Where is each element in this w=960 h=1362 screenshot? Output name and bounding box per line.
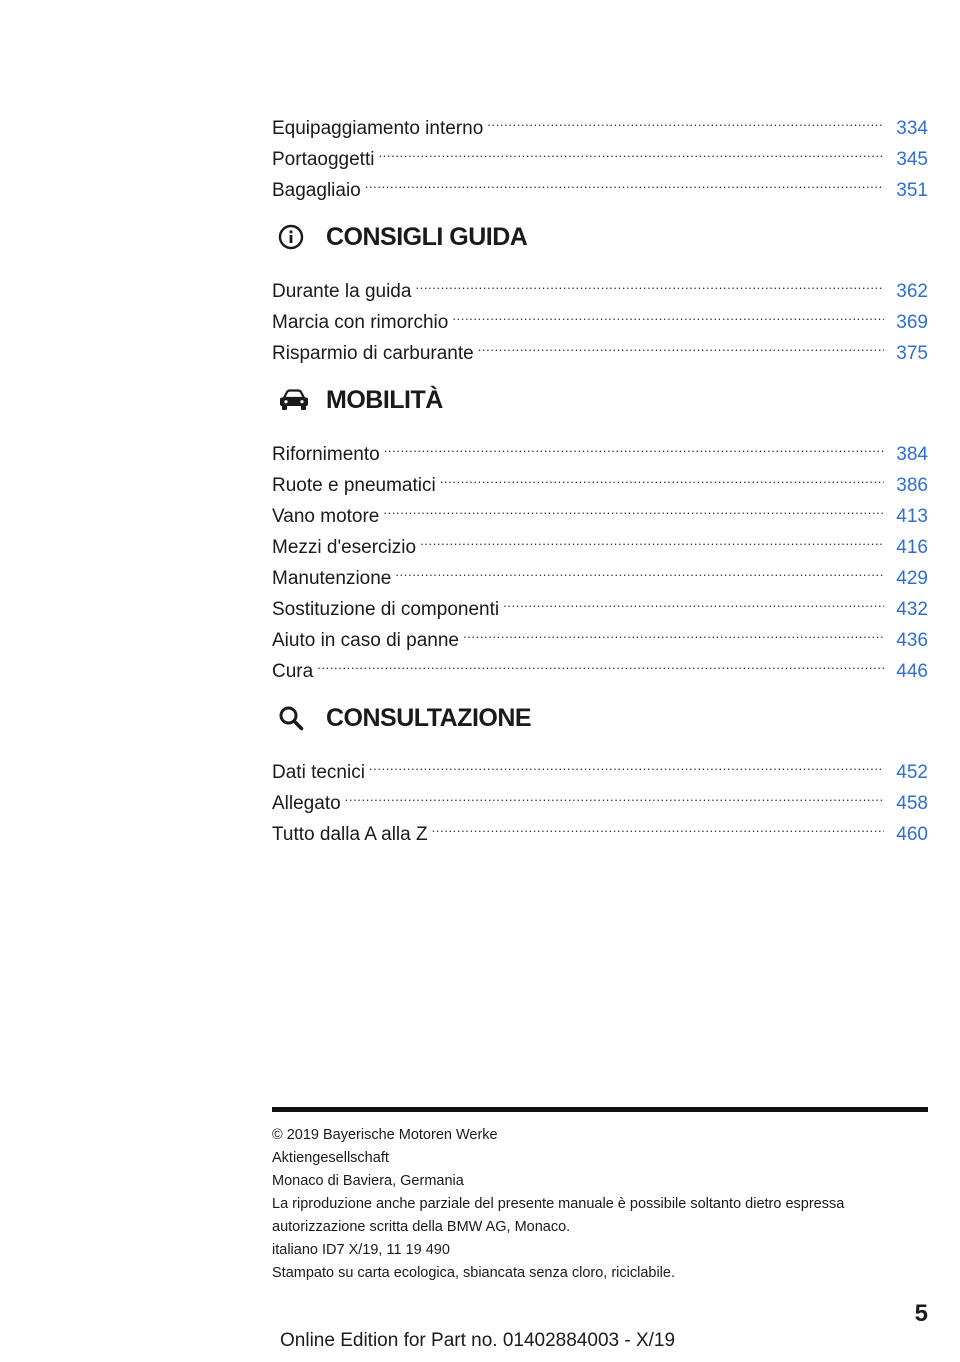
section-driving-tips	[272, 220, 928, 364]
leader-dots	[432, 809, 884, 840]
toc-entry-label: Rifornimento	[272, 444, 380, 465]
toc-entry-label: Ruote e pneumatici	[272, 475, 436, 496]
section-mobility	[272, 383, 928, 682]
toc-entry-label: Manutenzione	[272, 568, 392, 589]
toc-page-link[interactable]: 458	[896, 793, 928, 814]
toc-entry-label: Equipaggiamento interno	[272, 118, 484, 139]
leader-dots	[452, 297, 884, 328]
leader-dots	[345, 778, 884, 809]
toc-page-link[interactable]: 452	[896, 762, 928, 783]
imprint-line: italiano ID7 X/19, 11 19 490	[272, 1242, 450, 1258]
toc-entry[interactable]	[272, 778, 928, 814]
section-interior	[272, 103, 928, 201]
leader-dots	[478, 328, 884, 359]
leader-dots	[378, 134, 884, 165]
toc-entry[interactable]	[272, 809, 928, 845]
imprint-line: Stampato su carta ecologica, sbiancata senza cloro, riciclabile.	[272, 1265, 675, 1281]
toc-page-link[interactable]: 432	[896, 599, 928, 620]
leader-dots	[503, 584, 884, 615]
toc-entry-label: Marcia con rimorchio	[272, 312, 449, 333]
toc-entry-label: Bagagliaio	[272, 180, 361, 201]
toc-entry[interactable]	[272, 429, 928, 465]
imprint-line: La riproduzione anche parziale del presente manuale è possibile soltanto dietro espressa	[272, 1196, 845, 1212]
leader-dots	[440, 460, 884, 491]
toc-entry-label: Mezzi d'esercizio	[272, 537, 417, 558]
toc-entry-label: Tutto dalla A alla Z	[272, 824, 428, 845]
leader-dots	[317, 646, 884, 677]
toc-page-link[interactable]: 429	[896, 568, 928, 589]
imprint	[272, 1124, 928, 1285]
toc-page-link[interactable]: 384	[896, 444, 928, 465]
toc-entry[interactable]	[272, 103, 928, 139]
toc-page-link[interactable]: 446	[896, 661, 928, 682]
search-icon	[272, 705, 326, 731]
page-number: 5	[914, 1300, 928, 1327]
leader-dots	[395, 553, 884, 584]
toc-entry-label: Sostituzione di componenti	[272, 599, 500, 620]
toc-page-link[interactable]: 375	[896, 343, 928, 364]
leader-dots	[463, 615, 884, 646]
imprint-line: Monaco di Baviera, Germania	[272, 1173, 464, 1189]
toc-page-link[interactable]: 436	[896, 630, 928, 651]
toc-page-link[interactable]: 460	[896, 824, 928, 845]
toc-page-link[interactable]: 351	[896, 180, 928, 201]
leader-dots	[420, 522, 884, 553]
imprint-line: © 2019 Bayerische Motoren Werke	[272, 1127, 498, 1143]
toc-entry[interactable]	[272, 165, 928, 201]
car-icon	[272, 389, 326, 411]
imprint-line: autorizzazione scritta della BMW AG, Monaco.	[272, 1219, 571, 1235]
toc-page-link[interactable]: 413	[896, 506, 928, 527]
toc-page-link[interactable]: 386	[896, 475, 928, 496]
toc-entry-label: Vano motore	[272, 506, 380, 527]
toc-entry-label: Cura	[272, 661, 314, 682]
toc-entry[interactable]	[272, 646, 928, 682]
leader-dots	[384, 429, 884, 460]
toc-entry-label: Durante la guida	[272, 281, 412, 302]
toc-entry-label: Risparmio di carburante	[272, 343, 474, 364]
leader-dots	[383, 491, 884, 522]
toc-entry[interactable]	[272, 266, 928, 302]
toc-entry-label: Portaoggetti	[272, 149, 375, 170]
toc-page-link[interactable]: 416	[896, 537, 928, 558]
toc-page-link[interactable]: 345	[896, 149, 928, 170]
leader-dots	[487, 103, 884, 134]
online-edition-footer: Online Edition for Part no. 01402884003 - X/19	[280, 1330, 676, 1351]
section-heading	[272, 701, 928, 735]
section-heading	[272, 220, 928, 254]
table-of-contents	[272, 103, 928, 845]
imprint-line: Aktiengesellschaft	[272, 1150, 389, 1166]
section-reference	[272, 701, 928, 845]
leader-dots	[415, 266, 884, 297]
toc-entry-label: Dati tecnici	[272, 762, 365, 783]
section-heading	[272, 383, 928, 417]
section-title: CONSULTAZIONE	[326, 703, 532, 732]
toc-page-link[interactable]: 369	[896, 312, 928, 333]
section-title: CONSIGLI GUIDA	[326, 222, 528, 251]
toc-page-link[interactable]: 334	[896, 118, 928, 139]
toc-entry[interactable]	[272, 747, 928, 783]
divider-rule	[272, 1107, 928, 1112]
leader-dots	[369, 747, 884, 778]
toc-entry-label: Allegato	[272, 793, 341, 814]
toc-entry-label: Aiuto in caso di panne	[272, 630, 459, 651]
info-circle-icon	[272, 224, 326, 250]
section-title: MOBILITÀ	[326, 385, 443, 414]
leader-dots	[365, 165, 884, 196]
toc-page-link[interactable]: 362	[896, 281, 928, 302]
